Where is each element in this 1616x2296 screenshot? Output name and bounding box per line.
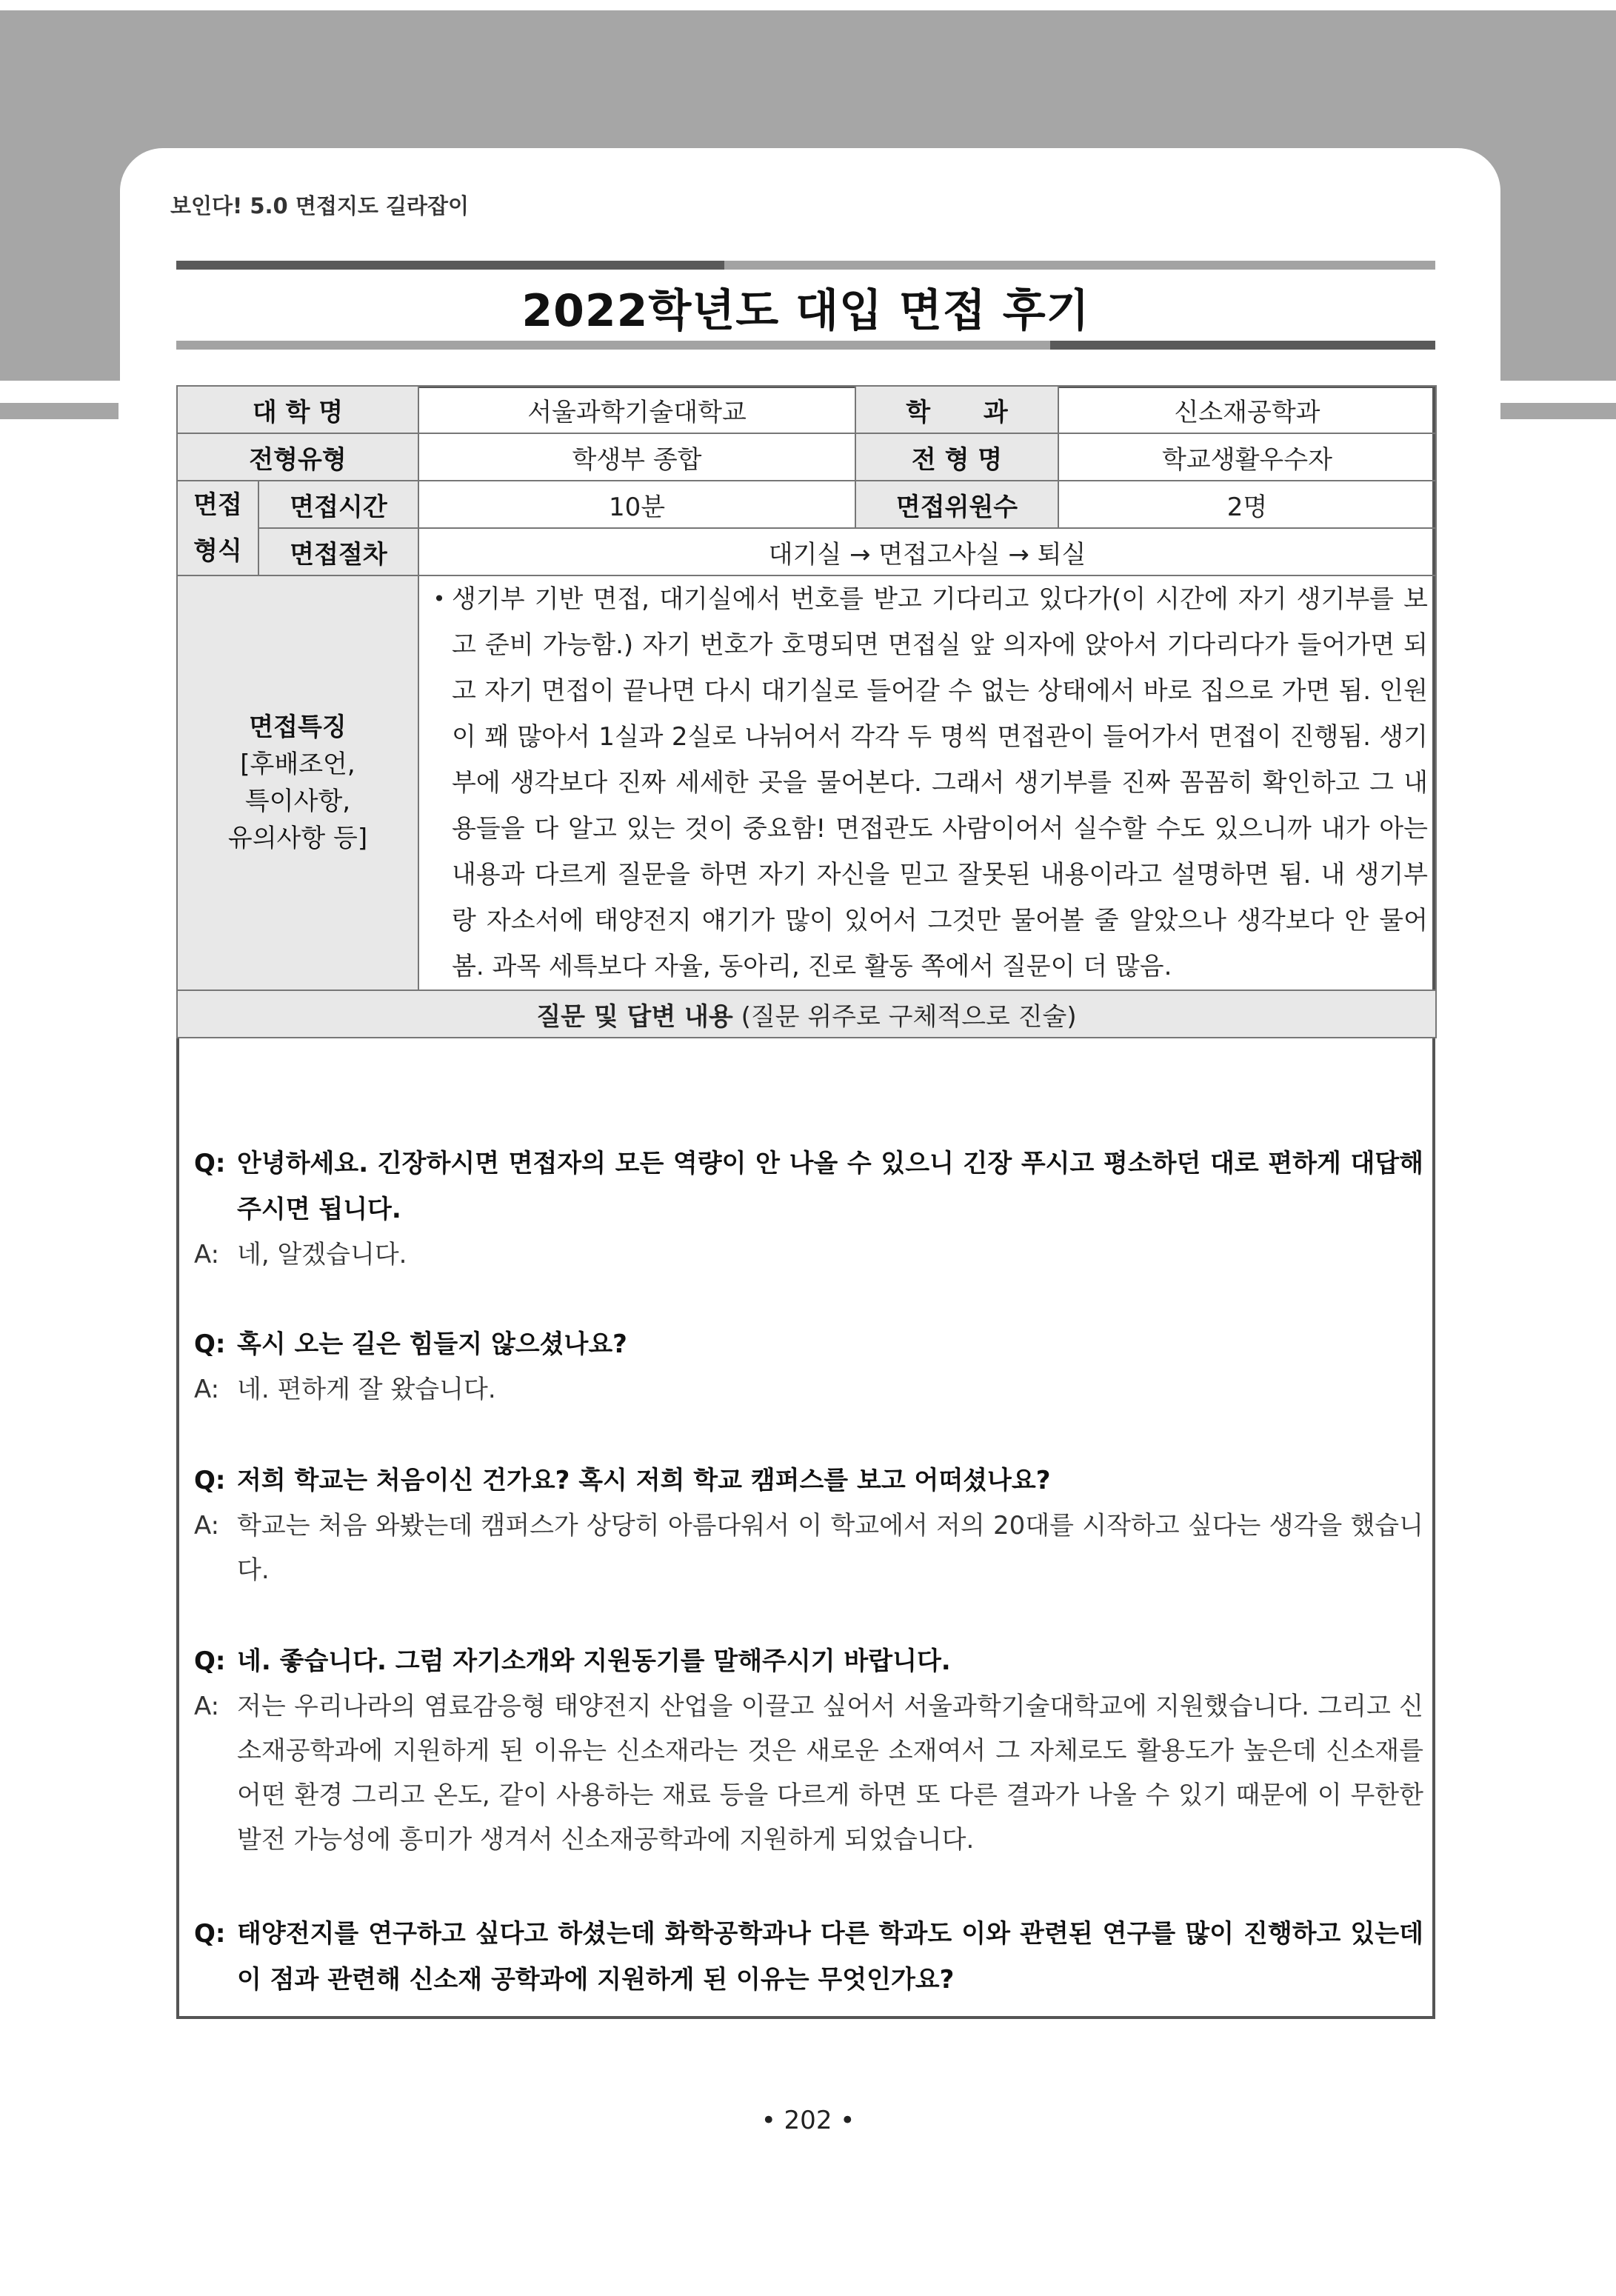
answer-text: 네. 편하게 잘 왔습니다. — [237, 1375, 496, 1404]
features-sub-1: [후배조언, — [240, 750, 355, 779]
table-row — [177, 990, 1436, 1038]
university-value: 서울과학기술대학교 — [418, 386, 855, 433]
university-label: 대 학 명 — [177, 386, 418, 433]
page-number: • 202 • — [761, 2106, 855, 2135]
admission-type-value: 학생부 종합 — [418, 433, 855, 481]
question-text: 태양전지를 연구하고 싶다고 하셨는데 화학공학과나 다른 학과도 이와 관련된 연구를 많이 진행하고 있는데 이 점과 관련해 신소재 공학과에 지원하게 된 이유는 무엇인가요? — [237, 1919, 1423, 1995]
interviewers-value: 2명 — [1058, 481, 1436, 528]
answer-label: A: — [194, 1692, 220, 1721]
answer — [194, 1684, 1423, 1862]
answer — [194, 1367, 1423, 1412]
features-label: 면접특징 — [249, 713, 347, 742]
question-label: Q: — [194, 1466, 226, 1495]
running-head: 보인다! 5.0 면접지도 길라잡이 — [170, 193, 470, 218]
department-label: 학 과 — [855, 386, 1058, 433]
question — [194, 1638, 1423, 1684]
qa-item-1 — [194, 1141, 1423, 1277]
qa-item-2 — [194, 1321, 1423, 1412]
question — [194, 1141, 1423, 1232]
side-decoration-right — [1499, 403, 1616, 419]
admission-type-label: 전형유형 — [177, 433, 418, 481]
qa-header-note: (질문 위주로 구체적으로 진술) — [741, 1001, 1077, 1032]
features-label-cell — [177, 575, 418, 990]
answer-label: A: — [194, 1375, 220, 1404]
features-sub-3: 유의사항 등] — [227, 824, 368, 853]
interviewers-label: 면접위원수 — [855, 481, 1058, 528]
qa-item-3 — [194, 1458, 1423, 1592]
table-row — [177, 481, 1436, 528]
format-label — [177, 481, 258, 575]
qa-item-5 — [194, 1911, 1423, 2003]
info-table — [176, 385, 1437, 1038]
question — [194, 1458, 1423, 1504]
question-label: Q: — [194, 1329, 226, 1359]
question-text: 저희 학교는 처음이신 건가요? 혹시 저희 학교 캠퍼스를 보고 어떠셨나요? — [237, 1466, 1051, 1495]
question — [194, 1321, 1423, 1367]
qa-header-title: 질문 및 답변 내용 — [536, 1001, 733, 1032]
qa-header — [177, 990, 1436, 1038]
procedure-value: 대기실 → 면접고사실 → 퇴실 — [418, 528, 1436, 575]
procedure-label: 면접절차 — [258, 528, 418, 575]
answer-text: 학교는 처음 와봤는데 캠퍼스가 상당히 아름다워서 이 학교에서 저의 20대를 시작하고 싶다는 생각을 했습니다. — [237, 1511, 1423, 1585]
title-rule-top — [176, 261, 1435, 270]
qa-item-4 — [194, 1638, 1423, 1862]
features-sub-2: 특이사항, — [244, 787, 351, 816]
table-row — [177, 575, 1436, 990]
page-title: 2022학년도 대입 면접 후기 — [521, 285, 1090, 337]
question — [194, 1911, 1423, 2003]
admission-name-label: 전 형 명 — [855, 433, 1058, 481]
side-decoration-left — [0, 403, 118, 419]
format-label-line1: 면접 — [193, 490, 242, 520]
answer-text: 저는 우리나라의 염료감응형 태양전지 산업을 이끌고 싶어서 서울과학기술대학교에 지원했습니다. 그리고 신소재공학과에 지원하게 된 이유는 신소재라는 것은 새로운 소재여서 그 자체로도 활용도가 높은데 신소재를 어떤 환경 그리고 온도, 같이 사용하는 재료 등을 다르게 하면 또 다른 결과가 나올 수 있기 때문에 이 무한한 발전 가능성에 흥미가 생겨서 신소재공학과에 지원하게 되었습니다. — [237, 1692, 1423, 1855]
answer — [194, 1232, 1423, 1277]
bullet-icon: • — [433, 587, 446, 611]
title-rule-bottom — [176, 341, 1435, 350]
question-label: Q: — [194, 1646, 226, 1676]
time-value: 10분 — [418, 481, 855, 528]
question-label: Q: — [194, 1149, 226, 1178]
format-label-line2: 형식 — [193, 536, 242, 566]
question-label: Q: — [194, 1919, 226, 1949]
answer-text: 네, 알겠습니다. — [237, 1240, 407, 1269]
question-text: 혹시 오는 길은 힘들지 않으셨나요? — [237, 1329, 627, 1359]
table-row — [177, 433, 1436, 481]
admission-name-value: 학교생활우수자 — [1058, 433, 1436, 481]
features-cell — [418, 575, 1436, 990]
features-bullet — [427, 576, 1428, 990]
features-text: 생기부 기반 면접, 대기실에서 번호를 받고 기다리고 있다가(이 시간에 자기 생기부를 보고 준비 가능함.) 자기 번호가 호명되면 면접실 앞 의자에 앉아서 기다리다가 들어가면 되고 자기 면접이 끝나면 다시 대기실로 들어갈 수 없는 상태에서 바로 집으로 가면 됨. 인원이 꽤 많아서 1실과 2실로 나뉘어서 각각 두 명씩 면접관이 들어가서 면접이 진행됨. 생기부에 생각보다 진짜 세세한 곳을 물어본다. 그래서 생기부를 진짜 꼼꼼히 확인하고 그 내용들을 다 알고 있는 것이 중요함! 면접관도 사람이어서 실수할 수도 있으니까 내가 아는 내용과 다르게 질문을 하면 자기 자신을 믿고 잘못된 내용이라고 설명하면 됨. 내 생기부랑 자소서에 태양전지 얘기가 많이 있어서 그것만 물어볼 줄 알았으나 생각보다 안 물어봄. 과목 세특보다 자율, 동아리, 진로 활동 쪽에서 질문이 더 많음. — [452, 584, 1428, 981]
answer-label: A: — [194, 1240, 220, 1269]
table-row — [177, 386, 1436, 433]
department-value: 신소재공학과 — [1058, 386, 1436, 433]
answer-label: A: — [194, 1511, 220, 1541]
time-label: 면접시간 — [258, 481, 418, 528]
question-text: 네. 좋습니다. 그럼 자기소개와 지원동기를 말해주시기 바랍니다. — [237, 1646, 951, 1676]
answer — [194, 1504, 1423, 1592]
table-row — [177, 528, 1436, 575]
question-text: 안녕하세요. 긴장하시면 면접자의 모든 역량이 안 나올 수 있으니 긴장 푸시고 평소하던 대로 편하게 대답해 주시면 됩니다. — [237, 1149, 1423, 1224]
